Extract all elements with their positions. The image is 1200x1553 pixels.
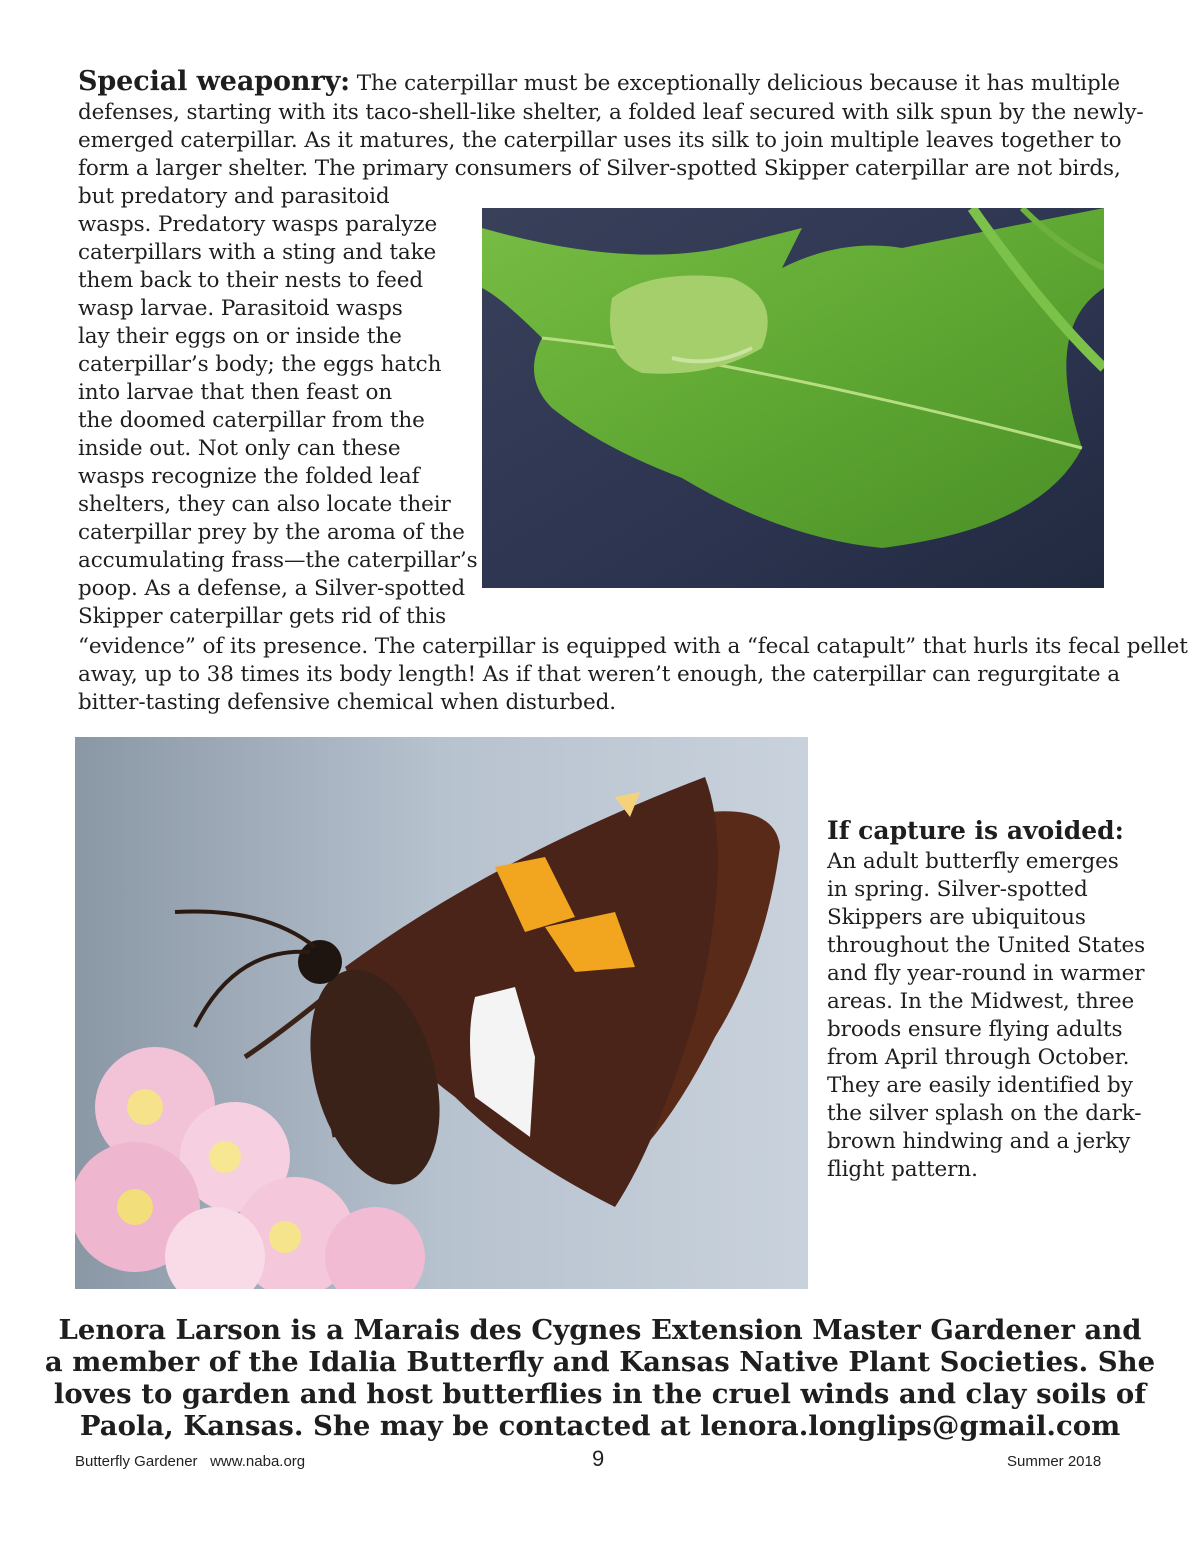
article-line: Skipper caterpillar gets rid of this xyxy=(78,604,447,629)
publication-name: Butterfly Gardener xyxy=(75,1453,198,1470)
article-line: but predatory and parasitoid xyxy=(78,184,390,209)
bio-line: Paola, Kansas. She may be contacted at lenora.longlips@gmail.com xyxy=(79,1410,1121,1442)
article-line: accumulating frass—the caterpillar’s xyxy=(78,548,478,573)
sidebar-line: and fly year-round in warmer xyxy=(827,961,1145,986)
article-line: wasp larvae. Parasitoid wasps xyxy=(78,296,403,321)
article-line: caterpillar prey by the aroma of the xyxy=(78,520,465,545)
butterfly-photo xyxy=(75,737,808,1289)
article-line: them back to their nests to feed xyxy=(78,268,424,293)
bio-line: loves to garden and host butterflies in the cruel winds and clay soils of xyxy=(53,1378,1147,1410)
website-link[interactable]: www.naba.org xyxy=(210,1453,306,1470)
sidebar-line: areas. In the Midwest, three xyxy=(827,989,1135,1014)
sidebar-line: the silver splash on the dark- xyxy=(827,1101,1142,1126)
footer-issue: Summer 2018 xyxy=(1007,1453,1102,1470)
sidebar-line: flight pattern. xyxy=(827,1157,978,1182)
article-line: into larvae that then feast on xyxy=(78,380,393,405)
sidebar-line: throughout the United States xyxy=(827,933,1146,958)
article-line: bitter-tasting defensive chemical when disturbed. xyxy=(78,690,616,715)
article-line: lay their eggs on or inside the xyxy=(78,324,402,349)
sidebar-line: from April through October. xyxy=(827,1045,1130,1070)
sidebar-line: brown hindwing and a jerky xyxy=(827,1129,1131,1154)
sidebar-line: Skippers are ubiquitous xyxy=(827,905,1086,930)
article-line-1 xyxy=(78,68,1120,98)
sidebar-line: They are easily identified by xyxy=(827,1073,1133,1098)
sidebar-line: broods ensure flying adults xyxy=(827,1017,1123,1042)
article-line: the doomed caterpillar from the xyxy=(78,408,425,433)
article-line: caterpillar’s body; the eggs hatch xyxy=(78,352,442,377)
sidebar-heading: If capture is avoided: xyxy=(827,816,1124,845)
sidebar-line: An adult butterfly emerges xyxy=(827,849,1119,874)
article-line: inside out. Not only can these xyxy=(78,436,401,461)
page-number: 9 xyxy=(592,1446,605,1471)
article-line: away, up to 38 times its body length! As if that weren’t enough, the caterpillar can regurgitate a xyxy=(78,662,1120,687)
lead-line-text: The caterpillar must be exceptionally delicious because it has multiple xyxy=(350,71,1121,96)
sidebar-line: in spring. Silver-spotted xyxy=(827,877,1088,902)
article-line: form a larger shelter. The primary consumers of Silver-spotted Skipper caterpillar are not birds, xyxy=(78,156,1121,181)
bio-line: Lenora Larson is a Marais des Cygnes Extension Master Gardener and xyxy=(58,1314,1142,1346)
leaf-shelter-photo xyxy=(482,208,1104,588)
article-line: wasps recognize the folded leaf xyxy=(78,464,420,489)
article-line: defenses, starting with its taco-shell-like shelter, a folded leaf secured with silk spun by the newly- xyxy=(78,100,1144,125)
article-line: emerged caterpillar. As it matures, the caterpillar uses its silk to join multiple leaves together to xyxy=(78,128,1122,153)
lead-heading: Special weaponry: xyxy=(78,66,351,97)
article-line: “evidence” of its presence. The caterpillar is equipped with a “fecal catapult” that hurls its fecal pellet xyxy=(78,634,1188,659)
article-line: poop. As a defense, a Silver-spotted xyxy=(78,576,466,601)
bio-line: a member of the Idalia Butterfly and Kansas Native Plant Societies. She xyxy=(44,1346,1156,1378)
article-line: wasps. Predatory wasps paralyze xyxy=(78,212,438,237)
footer-publication xyxy=(75,1453,305,1470)
article-line: caterpillars with a sting and take xyxy=(78,240,437,265)
article-line: shelters, they can also locate their xyxy=(78,492,451,517)
